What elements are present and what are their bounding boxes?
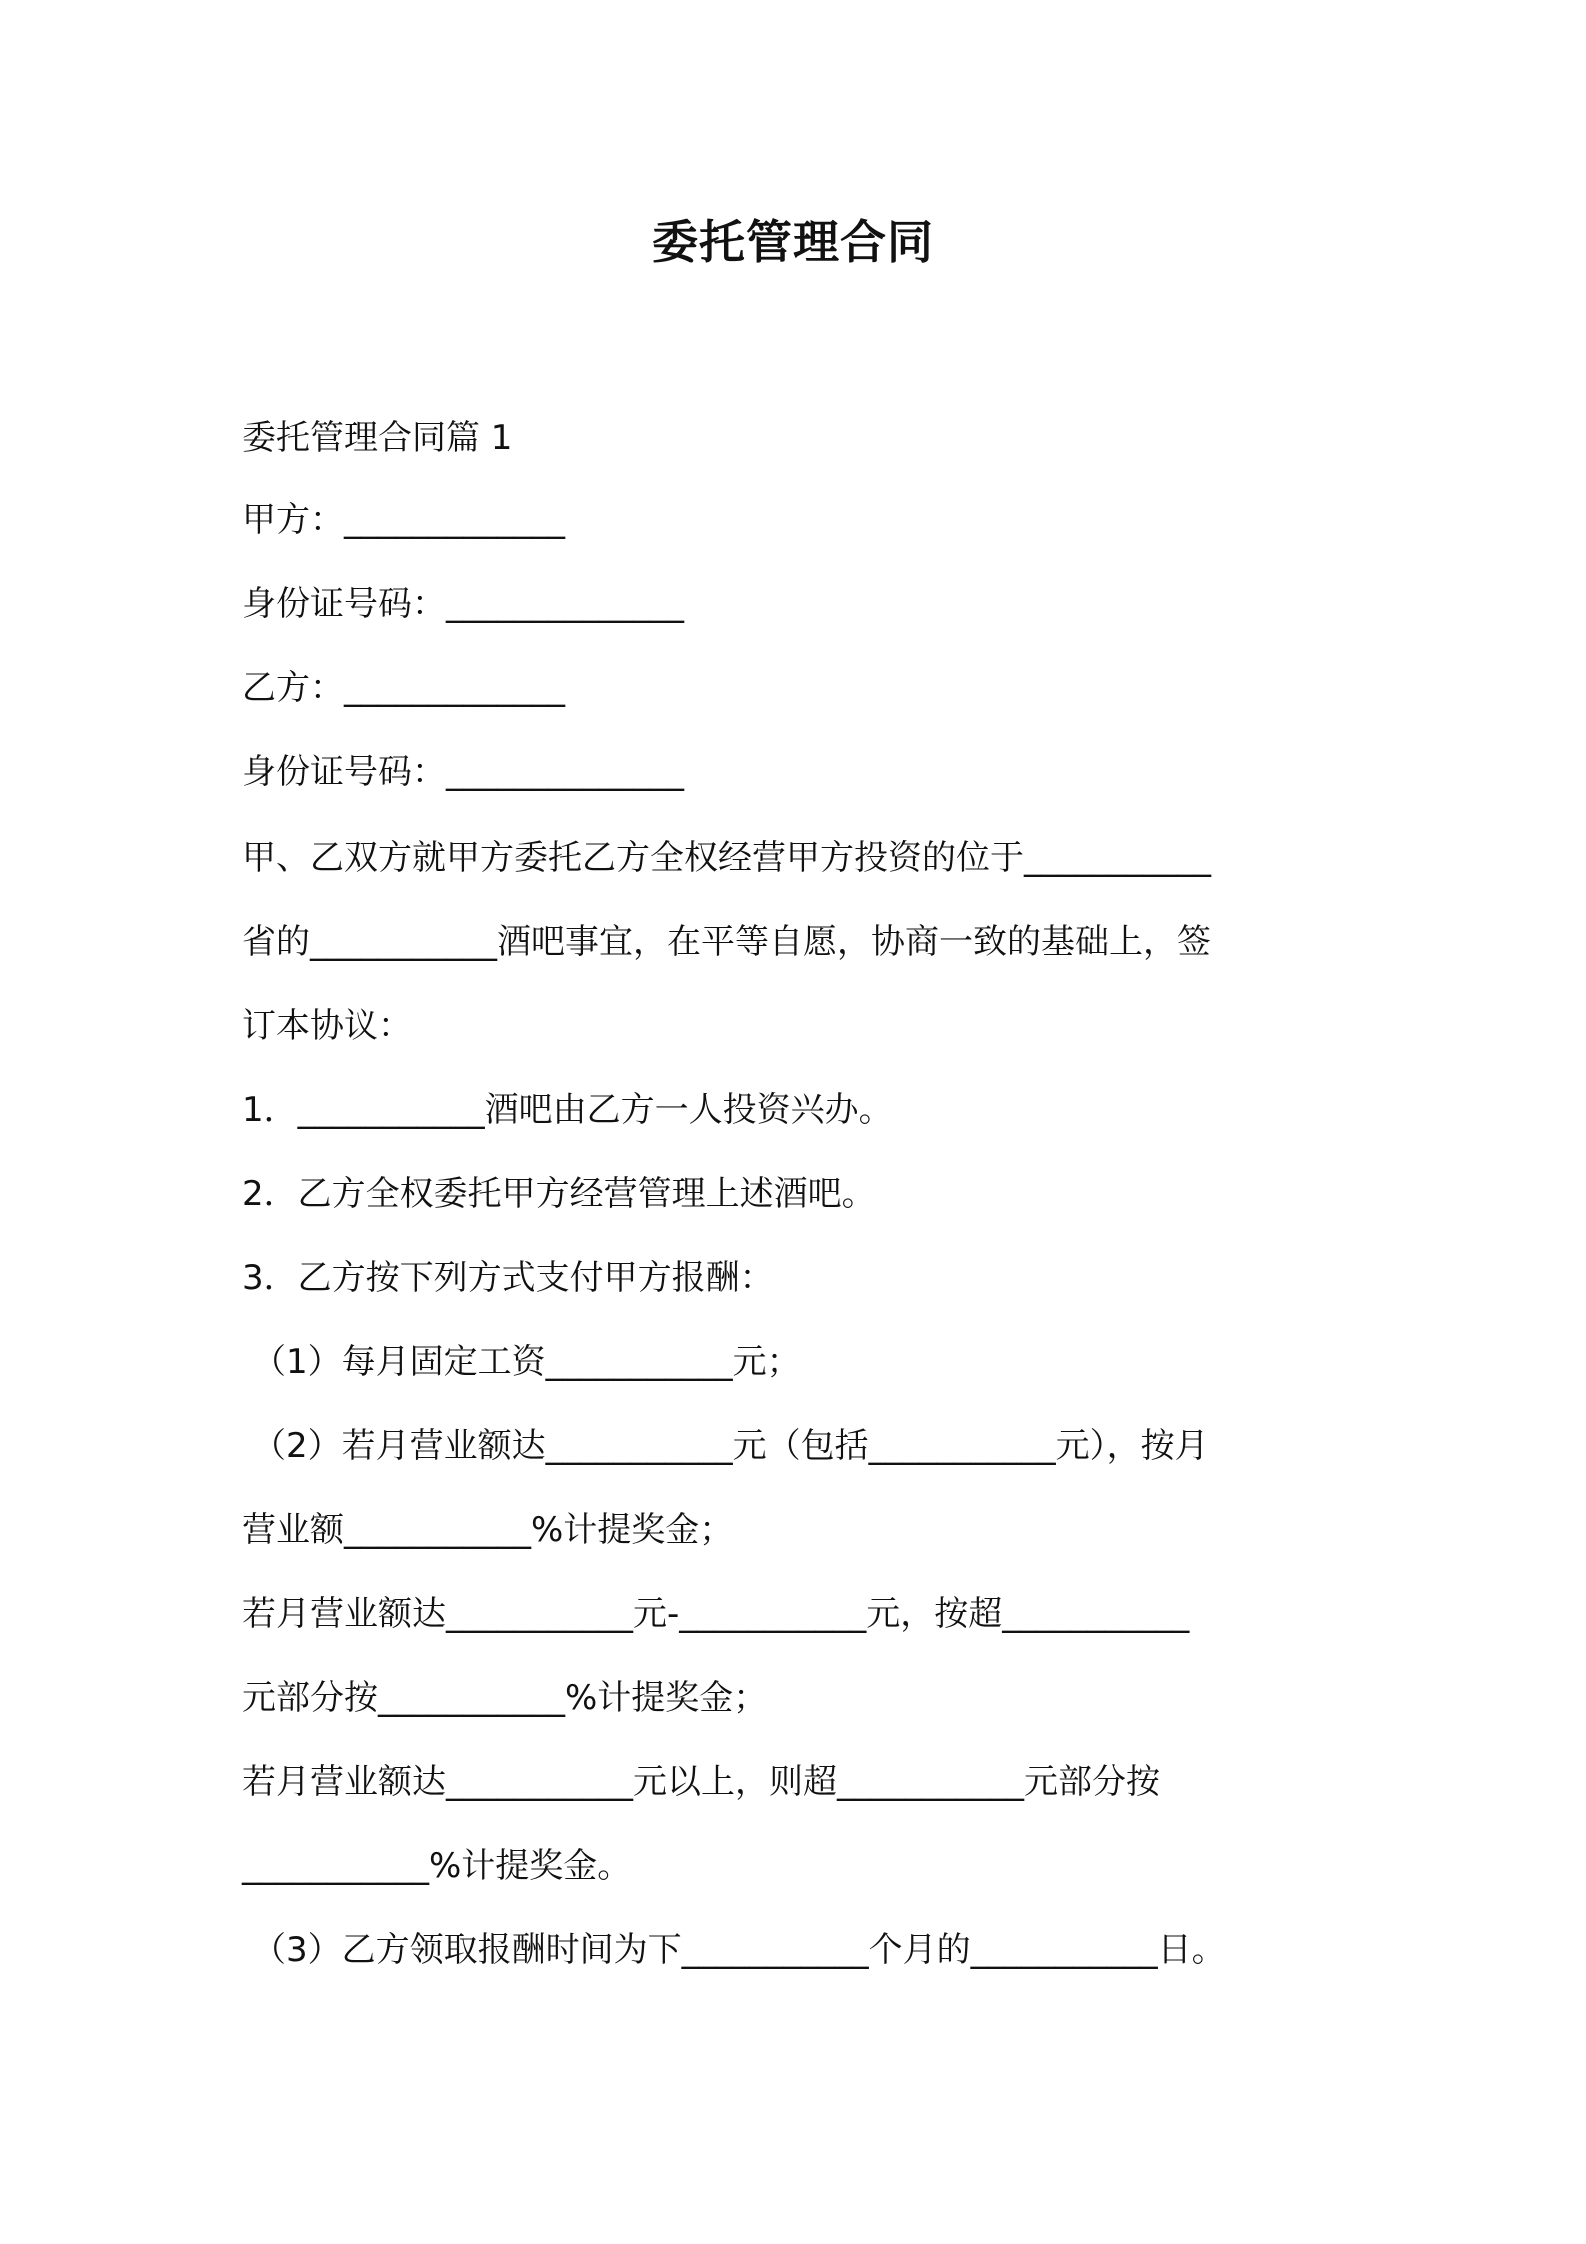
party-a-id-line: 身份证号码：______________ [242,584,684,624]
sub-clause-line: （3）乙方领取报酬时间为下___________个月的___________日。 [252,1930,1226,1970]
preamble-line: 订本协议： [242,1006,412,1046]
clause-line: 3．乙方按下列方式支付甲方报酬： [242,1258,774,1298]
sub-clause-line: （1）每月固定工资___________元； [252,1342,801,1382]
clause-line: 1．___________酒吧由乙方一人投资兴办。 [242,1090,893,1130]
clause-line: 若月营业额达___________元-___________元，按超___________ [242,1594,1190,1634]
clause-line: 营业额___________%计提奖金； [242,1510,734,1550]
clause-line: ___________%计提奖金。 [242,1846,632,1886]
sub-clause-line: （2）若月营业额达___________元（包括___________元），按月 [252,1426,1209,1466]
section-heading: 委托管理合同篇 1 [242,418,513,458]
clause-line: 2．乙方全权委托甲方经营管理上述酒吧。 [242,1174,876,1214]
party-b-id-line: 身份证号码：______________ [242,752,684,792]
party-b-line: 乙方：_____________ [242,668,565,708]
document-title: 委托管理合同 [652,215,934,269]
clause-line: 元部分按___________%计提奖金； [242,1678,768,1718]
preamble-line: 省的___________酒吧事宜，在平等自愿，协商一致的基础上，签 [242,922,1211,962]
clause-line: 若月营业额达___________元以上，则超___________元部分按 [242,1762,1160,1802]
preamble-line: 甲、乙双方就甲方委托乙方全权经营甲方投资的位于___________ [242,838,1211,878]
party-a-line: 甲方：_____________ [242,500,565,540]
